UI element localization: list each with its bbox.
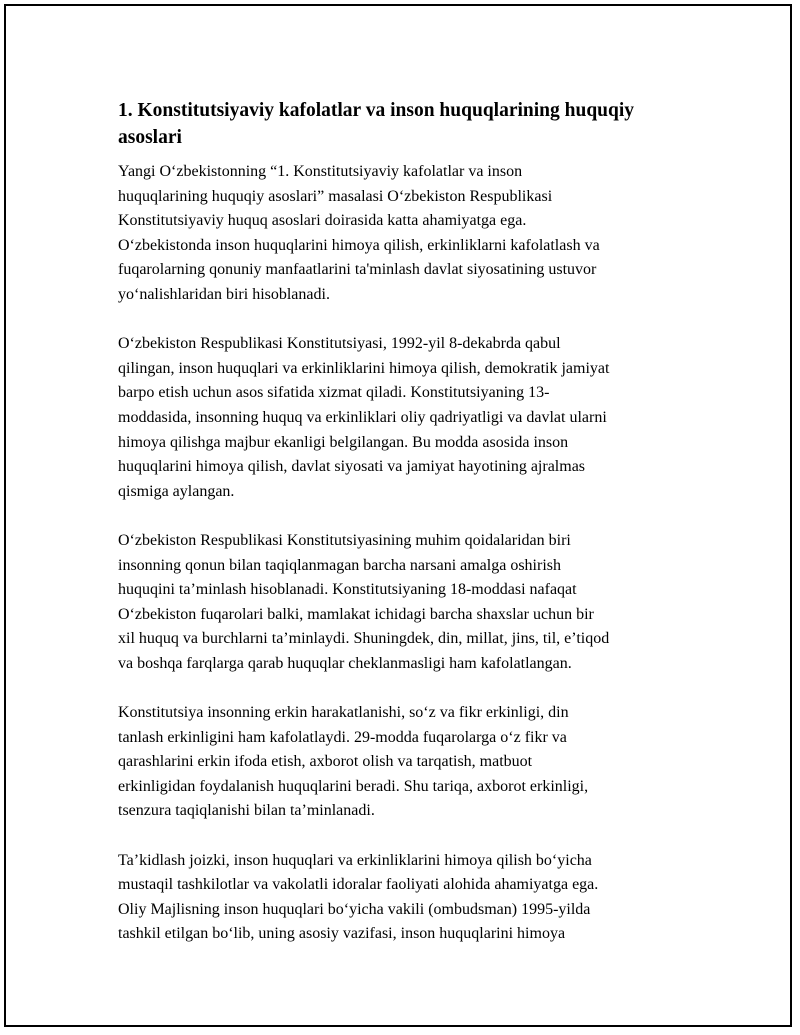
paragraph-line: fuqarolarning qonuniy manfaatlarini ta'minlash davlat siyosatining ustuvor xyxy=(118,261,597,279)
paragraph-line: barpo etish uchun asos sifatida xizmat qiladi. Konstitutsiyaning 13- xyxy=(118,384,550,402)
paragraph-line: tsenzura taqiqlanishi bilan ta’minlanadi. xyxy=(118,802,375,820)
paragraph-line: xil huquq va burchlarni ta’minlaydi. Shuningdek, din, millat, jins, til, e’tiqod xyxy=(118,630,610,648)
paragraph xyxy=(118,332,718,504)
paragraph-line: huquqlarining huquqiy asoslari” masalasi O‘zbekiston Respublikasi xyxy=(118,187,553,205)
paragraph xyxy=(118,849,718,947)
paragraph-line: tashkil etilgan bo‘lib, uning asosiy vazifasi, inson huquqlarini himoya xyxy=(118,925,566,943)
section-title-line: asoslari xyxy=(118,127,182,148)
paragraph-line: Konstitutsiyaviy huquq asoslari doirasida katta ahamiyatga ega. xyxy=(118,212,527,230)
section-title-line: 1. Konstitutsiyaviy kafolatlar va inson huquqlarining huquqiy xyxy=(118,100,635,121)
paragraph-line: Ta’kidlash joizki, inson huquqlari va erkinliklarini himoya qilish bo‘yicha xyxy=(118,851,592,869)
paragraph-line: qarashlarini erkin ifoda etish, axborot olish va tarqatish, matbuot xyxy=(118,753,533,771)
section-title xyxy=(118,97,718,151)
paragraph-line: yo‘nalishlaridan biri hisoblanadi. xyxy=(118,285,330,303)
paragraph-line: huquqini ta’minlash hisoblanadi. Konstitutsiyaning 18-moddasi nafaqat xyxy=(118,581,577,599)
paragraph-line: insonning qonun bilan taqiqlanmagan barcha narsani amalga oshirish xyxy=(118,556,561,574)
paragraph-line: huquqlarini himoya qilish, davlat siyosati va jamiyat hayotining ajralmas xyxy=(118,458,586,476)
paragraph-line: moddasida, insonning huquq va erkinliklari oliy qadriyatligi va davlat ularni xyxy=(118,408,607,426)
paragraph-line: O‘zbekiston Respublikasi Konstitutsiyasining muhim qoidalaridan biri xyxy=(118,531,571,549)
paragraph xyxy=(118,529,718,677)
paragraph-line: tanlash erkinligini ham kafolatlaydi. 29-modda fuqarolarga o‘z fikr va xyxy=(118,728,567,746)
paragraph-line: qismiga aylangan. xyxy=(118,482,235,500)
paragraph-line: himoya qilishga majbur ekanligi belgilangan. Bu modda asosida inson xyxy=(118,433,569,451)
paragraph-line: O‘zbekistonda inson huquqlarini himoya qilish, erkinliklarni kafolatlash va xyxy=(118,236,600,254)
paragraph-line: Konstitutsiya insonning erkin harakatlanishi, so‘z va fikr erkinligi, din xyxy=(118,704,569,722)
paragraph-line: O‘zbekiston fuqarolari balki, mamlakat ichidagi barcha shaxslar uchun bir xyxy=(118,605,594,623)
paragraph xyxy=(118,160,718,308)
paragraph-line: qilingan, inson huquqlari va erkinliklarini himoya qilish, demokratik jamiyat xyxy=(118,359,610,377)
paragraph-line: erkinligidan foydalanish huquqlarini beradi. Shu tariqa, axborot erkinligi, xyxy=(118,777,589,795)
paragraph-line: Yangi O‘zbekistonning “1. Konstitutsiyaviy kafolatlar va inson xyxy=(118,163,523,180)
paragraph-line: mustaqil tashkilotlar va vakolatli idoralar faoliyati alohida ahamiyatga ega. xyxy=(118,876,599,894)
document-page xyxy=(4,4,792,1027)
document-body xyxy=(118,97,718,972)
paragraph-line: va boshqa farqlarga qarab huquqlar cheklanmasligi ham kafolatlangan. xyxy=(118,654,572,672)
paragraph xyxy=(118,701,718,824)
paragraph-line: Oliy Majlisning inson huquqlari bo‘yicha vakili (ombudsman) 1995-yilda xyxy=(118,900,591,918)
paragraph-line: O‘zbekiston Respublikasi Konstitutsiyasi, 1992-yil 8-dekabrda qabul xyxy=(118,335,561,353)
